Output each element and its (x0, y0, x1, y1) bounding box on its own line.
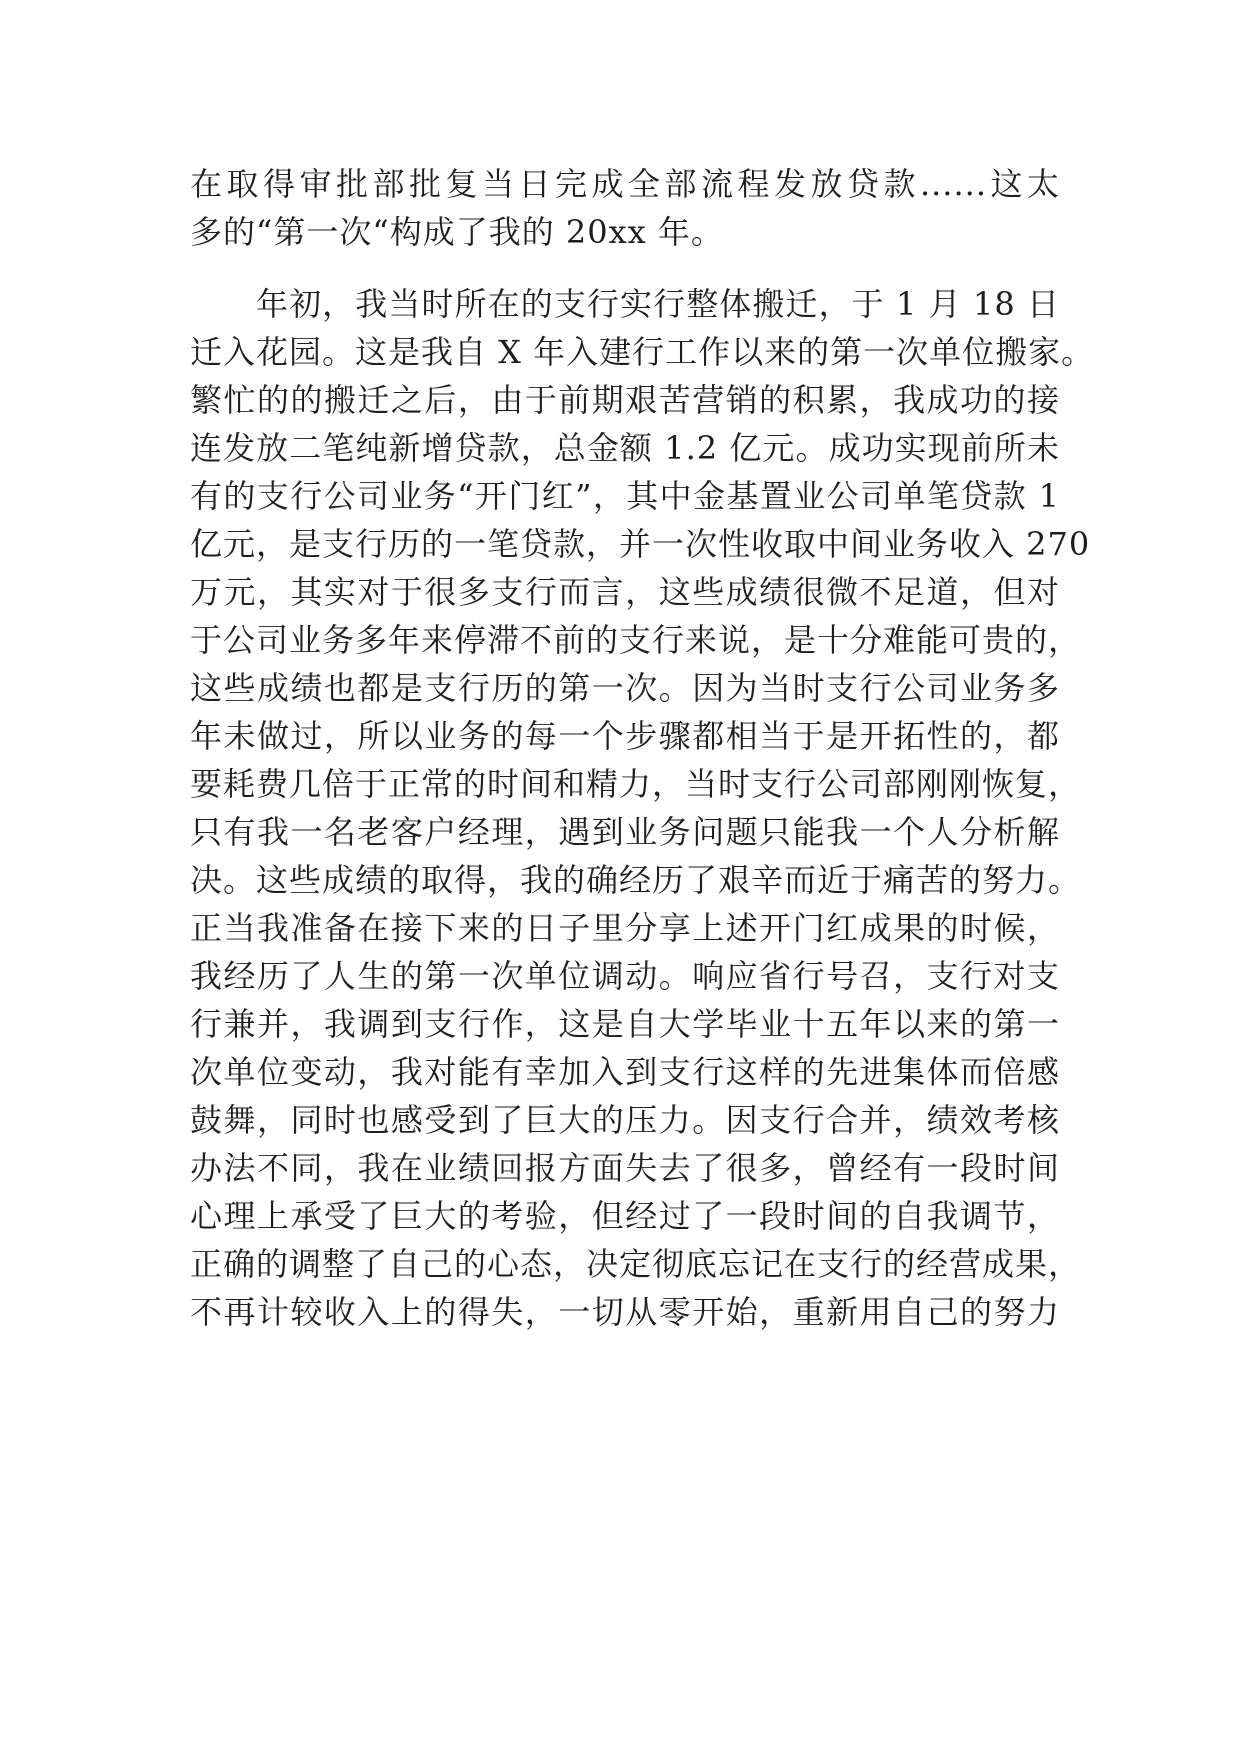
paragraph-gap (190, 256, 1060, 280)
text-line: 决。这些成绩的取得，我的确经历了艰辛而近于痛苦的努力。 (190, 861, 1082, 899)
text-line: 鼓舞，同时也感受到了巨大的压力。因支行合并，绩效考核 (190, 1101, 1060, 1139)
text-line: 繁忙的的搬迁之后，由于前期艰苦营销的积累，我成功的接 (190, 381, 1060, 419)
text-line: 有的支行公司业务“开门红”，其中金基置业公司单笔贷款 1 (190, 477, 1060, 515)
text-line: 正确的调整了自己的心态，决定彻底忘记在支行的经营成果， (190, 1245, 1082, 1283)
text-line: 心理上承受了巨大的考验，但经过了一段时间的自我调节， (190, 1197, 1060, 1235)
text-line: 只有我一名老客户经理，遇到业务问题只能我一个人分析解 (190, 813, 1060, 851)
text-line: 连发放二笔纯新增贷款，总金额 1.2 亿元。成功实现前所未 (190, 429, 1060, 467)
text-line: 这些成绩也都是支行历的第一次。因为当时支行公司业务多 (190, 669, 1060, 707)
body-text (190, 160, 1095, 1336)
text-line: 我经历了人生的第一次单位调动。响应省行号召，支行对支 (190, 957, 1060, 995)
text-line: 年未做过，所以业务的每一个步骤都相当于是开拓性的，都 (190, 717, 1060, 755)
text-line: 万元，其实对于很多支行而言，这些成绩很微不足道，但对 (190, 573, 1060, 611)
text-line: 行兼并，我调到支行作，这是自大学毕业十五年以来的第一 (190, 1005, 1060, 1043)
text-line: 次单位变动，我对能有幸加入到支行这样的先进集体而倍感 (190, 1053, 1060, 1091)
paragraph-first-line: 年初，我当时所在的支行实行整体搬迁，于 1 月 18 日 (256, 285, 1060, 323)
text-line: 多的“第一次“构成了我的 20xx 年。 (190, 213, 724, 251)
text-line: 正当我准备在接下来的日子里分享上述开门红成果的时候， (190, 909, 1060, 947)
text-line: 要耗费几倍于正常的时间和精力，当时支行公司部刚刚恢复， (190, 765, 1082, 803)
text-line: 不再计较收入上的得失，一切从零开始，重新用自己的努力 (190, 1293, 1060, 1331)
text-line: 在取得审批部批复当日完成全部流程发放贷款......这太 (190, 165, 1060, 203)
text-line: 办法不同，我在业绩回报方面失去了很多，曾经有一段时间 (190, 1149, 1060, 1187)
text-line: 亿元，是支行历的一笔贷款，并一次性收取中间业务收入 270 (190, 525, 1091, 563)
text-line: 迁入花园。这是我自 X 年入建行工作以来的第一次单位搬家。 (190, 333, 1095, 371)
text-line: 于公司业务多年来停滞不前的支行来说，是十分难能可贵的， (190, 621, 1082, 659)
